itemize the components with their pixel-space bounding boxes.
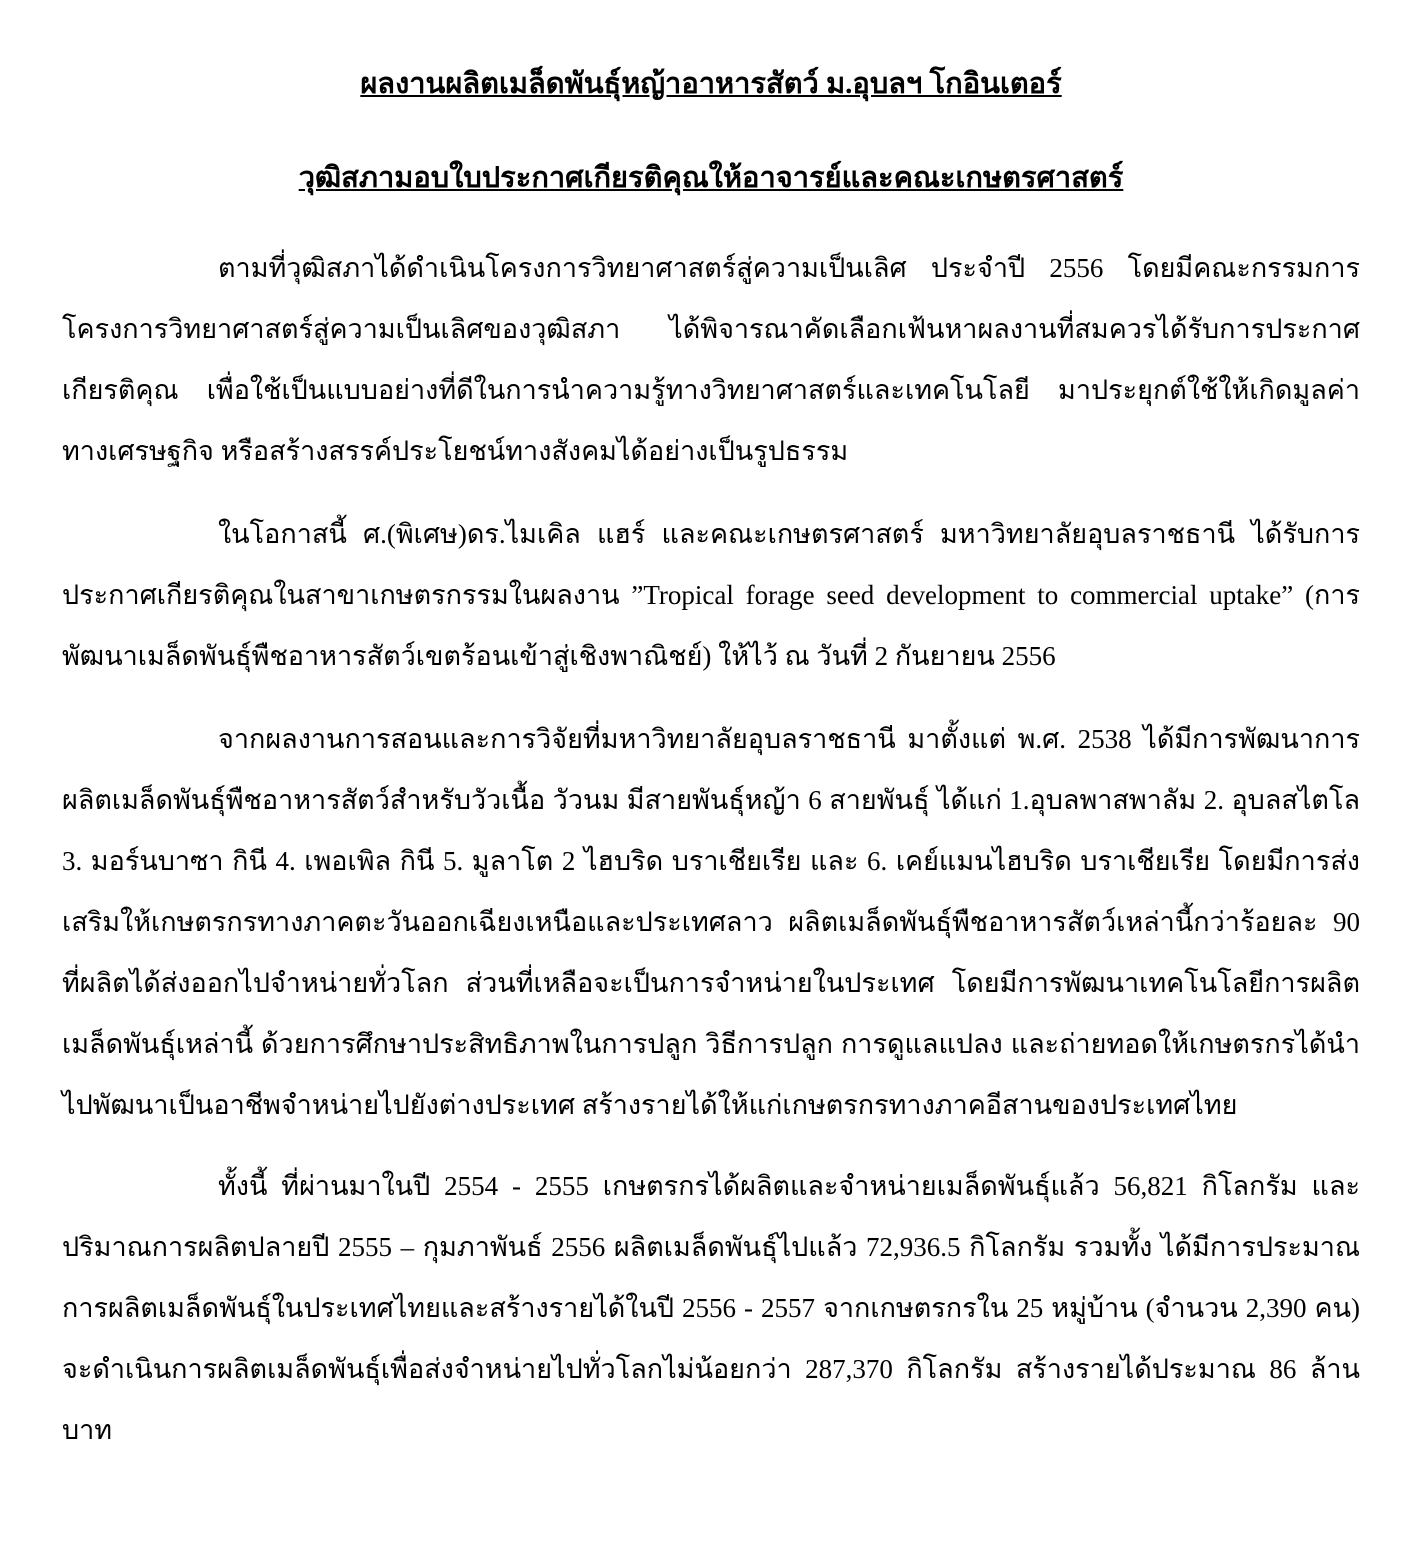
document-title: ผลงานผลิตเมล็ดพันธุ์หญ้าอาหารสัตว์ ม.อุบลฯ โกอินเตอร์ (360, 68, 1062, 100)
document-subtitle: วุฒิสภามอบใบประกาศเกียรติคุณให้อาจารย์และคณะเกษตรศาสตร์ (298, 162, 1124, 194)
paragraph-research-development: จากผลงานการสอนและการวิจัยที่มหาวิทยาลัยอุบลราชธานี มาตั้งแต่ พ.ศ. 2538 ได้มีการพัฒนาการผลิตเมล็ดพันธุ์พืชอาหารสัตว์สำหรับวัวเนื้อ วัวนม มีสายพันธุ์หญ้า 6 สายพันธุ์ ได้แก่ 1.อุบลพาสพาลัม 2. อุบลสไตโล 3. มอร์นบาซา กินี 4. เพอเพิล กินี 5. มูลาโต 2 ไฮบริด บราเชียเรีย และ 6. เคย์แมนไฮบริด บราเชียเรีย โดยมีการส่งเสริมให้เกษตรกรทางภาคตะวันออกเฉียงเหนือและประเทศลาว ผลิตเมล็ดพันธุ์พืชอาหารสัตว์เหล่านี้กว่าร้อยละ 90 ที่ผลิตได้ส่งออกไปจำหน่ายทั่วโลก ส่วนที่เหลือจะเป็นการจำหน่ายในประเทศ โดยมีการพัฒนาเทคโนโลยีการผลิตเมล็ดพันธุ์เหล่านี้ ด้วยการศึกษาประสิทธิภาพในการปลูก วิธีการปลูก การดูแลแปลง และถ่ายทอดให้เกษตรกรได้นำไปพัฒนาเป็นอาชีพจำหน่ายไปยังต่างประเทศ สร้างรายได้ให้แก่เกษตรกรทางภาคอีสานของประเทศไทย (62, 724, 1360, 1120)
paragraph-production-statistics: ทั้งนี้ ที่ผ่านมาในปี 2554 - 2555 เกษตรกรได้ผลิตและจำหน่ายเมล็ดพันธุ์แล้ว 56,821 กิโลกรัม และปริมาณการผลิตปลายปี 2555 – กุมภาพันธ์ 2556 ผลิตเมล็ดพันธุ์ไปแล้ว 72,936.5 กิโลกรัม รวมทั้ง ได้มีการประมาณการผลิตเมล็ดพันธุ์ในประเทศไทยและสร้างรายได้ในปี 2556 - 2557 จากเกษตรกรใน 25 หมู่บ้าน (จำนวน 2,390 คน) จะดำเนินการผลิตเมล็ดพันธุ์เพื่อส่งจำหน่ายไปทั่วโลกไม่น้อยกว่า 287,370 กิโลกรัม สร้างรายได้ประมาณ 86 ล้านบาท (62, 1171, 1360, 1445)
paragraph-award-announcement: ในโอกาสนี้ ศ.(พิเศษ)ดร.ไมเคิล แฮร์ และคณะเกษตรศาสตร์ มหาวิทยาลัยอุบลราชธานี ได้รับการประกาศเกียรติคุณในสาขาเกษตรกรรมในผลงาน ”Tropical forage seed development to commercial uptake” (การพัฒนาเมล็ดพันธุ์พืชอาหารสัตว์เขตร้อนเข้าสู่เชิงพาณิชย์) ให้ไว้ ณ วันที่ 2 กันยายน 2556 (62, 519, 1360, 671)
document-page (62, 62, 1360, 1461)
paragraph-program-background: ตามที่วุฒิสภาได้ดำเนินโครงการวิทยาศาสตร์สู่ความเป็นเลิศ ประจำปี 2556 โดยมีคณะกรรมการโครงการวิทยาศาสตร์สู่ความเป็นเลิศของวุฒิสภา ได้พิจารณาคัดเลือกเฟ้นหาผลงานที่สมควรได้รับการประกาศเกียรติคุณ เพื่อใช้เป็นแบบอย่างที่ดีในการนำความรู้ทางวิทยาศาสตร์และเทคโนโลยี มาประยุกต์ใช้ให้เกิดมูลค่าทางเศรษฐกิจ หรือสร้างสรรค์ประโยชน์ทางสังคมได้อย่างเป็นรูปธรรม (62, 253, 1360, 466)
